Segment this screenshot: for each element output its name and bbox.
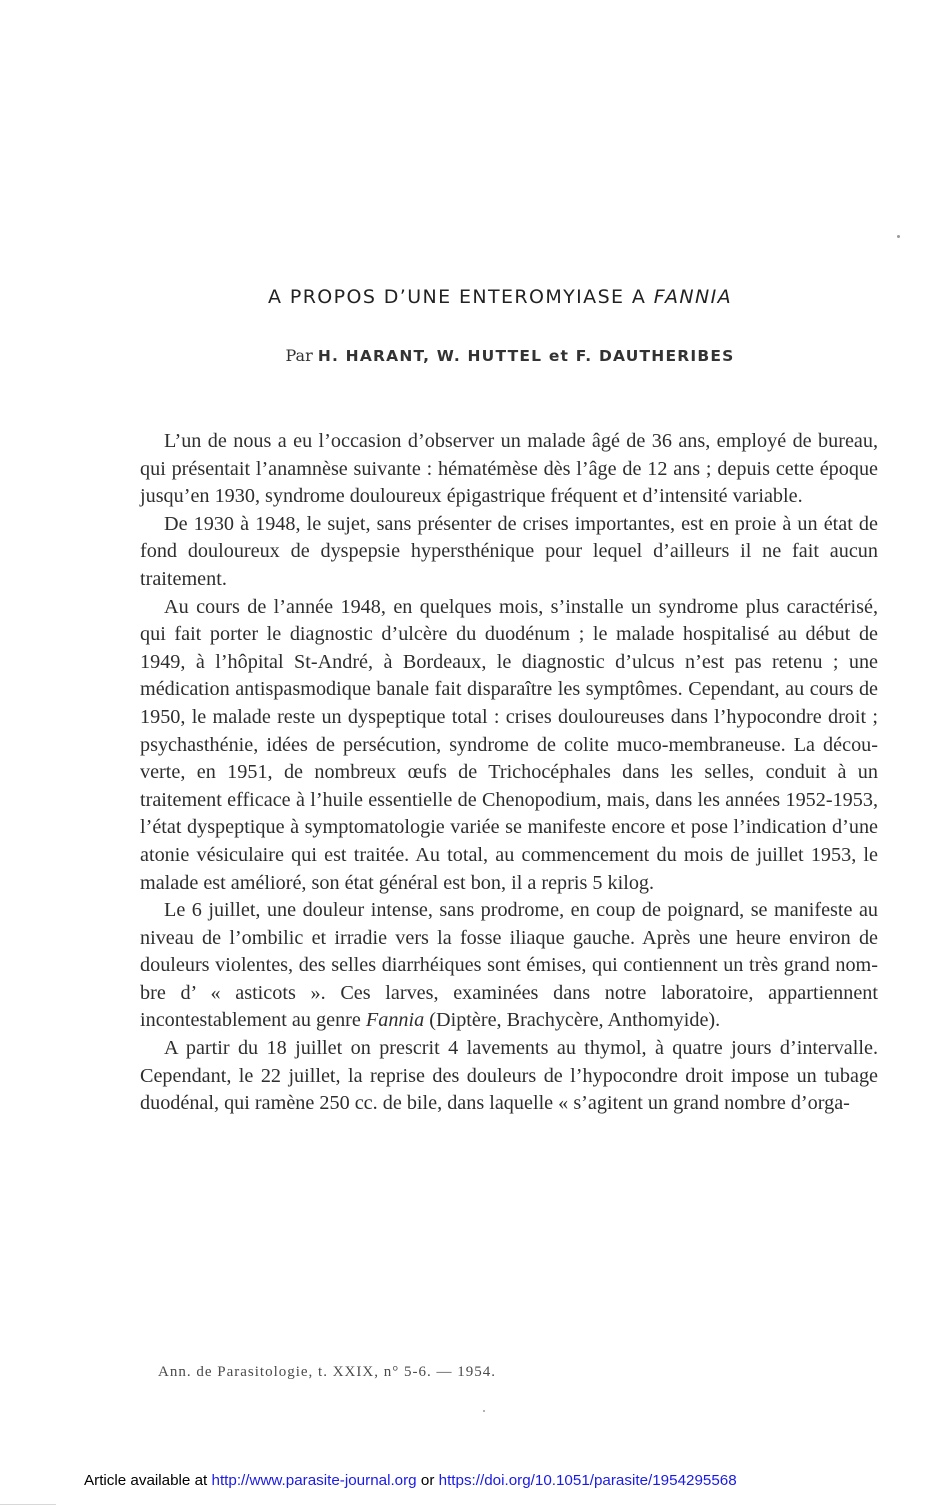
article-title — [0, 286, 930, 308]
scan-speck — [897, 235, 900, 238]
authors-prefix: Par — [285, 346, 313, 365]
article-title-text: A PROPOS D’UNE ENTEROMYIASE A — [268, 286, 647, 308]
article-authors — [0, 346, 930, 365]
paragraph-3: Au cours de l’année 1948, en quelques mois, s’installe un syndrome plus caractérisé, qui fait porter le diagnostic d’ulcère du duodénum ; le malade hospitalisé au début de 1949, à l’hôpital St-André, à Bordeaux, le diagnostic d’ulcus n’est pas retenu ; une médication antispasmodique banale fait disparaître les symptômes. Cependant, au cours de 1950, le malade reste un dyspeptique total : crises douloureuses dans l’hypocondre droit ; psychasthénie, idées de persécution, syndrome de colite muco-membraneuse. La découverte, en 1951, de nombreux œufs de Trichocéphales dans les selles, conduit à un traitement efficace à l’huile essentielle de Chenopodium, mais, dans les années 1952-1953, l’état dyspeptique à symptomatologie variée se manifeste encore et pose l’indication d’une atonie vésiculaire qui est traitée. Au total, au commencement du mois de juillet 1953, le malade est amélioré, son état général est bon, il a repris 5 kilog. — [140, 595, 878, 894]
journal-link[interactable]: http://www.parasite-journal.org — [211, 1472, 417, 1489]
paragraph-5: A partir du 18 juillet on prescrit 4 lavements au thymol, à quatre jours d’intervalle. Cependant, le 22 juillet, la reprise des douleurs de l’hypocondre droit impose un tubage duodénal, qui ramène 250 cc. de bile, dans laquelle « s’agitent un grand nombre d’orga- — [140, 1037, 878, 1115]
genus-name: Fannia — [365, 1009, 425, 1032]
footer-prefix: Article available at — [84, 1472, 208, 1489]
scan-speck — [483, 1410, 485, 1412]
footer-middle: or — [420, 1472, 435, 1489]
paragraph-1: L’un de nous a eu l’occasion d’observer un malade âgé de 36 ans, employé de bureau, qui présentait l’anamnèse suivante : hématémèse dès l’âge de 12 ans ; depuis cette époque jusqu’en 1930, syndrome douloureux épigastrique fréquent et d’intensité variable. — [140, 430, 878, 508]
footer-availability — [84, 1472, 737, 1489]
authors-names: H. HARANT, W. HUTTEL et F. DAUTHERIBES — [317, 347, 735, 365]
journal-reference: Ann. de Parasitologie, t. XXIX, n° 5-6. — 1954. — [158, 1364, 496, 1380]
paragraph-4 — [140, 897, 878, 1035]
paragraph-2: De 1930 à 1948, le sujet, sans présenter de crises importantes, est en proie à un état de fond douloureux de dyspepsie hypersthénique pour lequel d’ailleurs il ne fait aucun traitement. — [140, 512, 878, 590]
article-title-genus: FANNIA — [653, 286, 732, 308]
paragraph-4-tail: (Diptère, Brachycère, Anthomyide). — [429, 1009, 721, 1032]
page-edge-mark — [0, 1504, 56, 1505]
paragraph-4-text: Le 6 juillet, une douleur intense, sans prodrome, en coup de poignard, se manifeste au niveau de l’ombilic et irradie vers la fosse iliaque gauche. Après une heure environ de douleurs violentes, des selles diarrhéiques sont émises, qui contiennent un très grand nombre d’ « asticots ». Ces larves, examinées dans notre laboratoire, appartiennent incontestablement au genre — [140, 899, 878, 1032]
article-body — [140, 428, 878, 1118]
doi-link[interactable]: https://doi.org/10.1051/parasite/1954295568 — [438, 1472, 737, 1489]
